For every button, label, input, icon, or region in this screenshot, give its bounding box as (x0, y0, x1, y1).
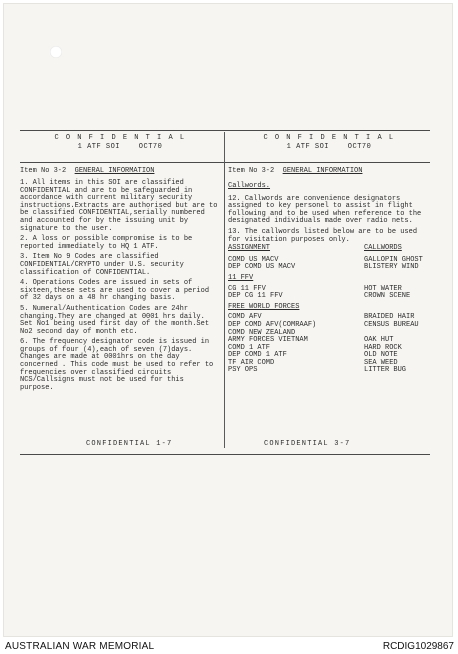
column-divider (224, 132, 225, 448)
assignment-cell: DEP CG 11 FFV (228, 292, 283, 301)
left-header-unit (20, 144, 220, 152)
assignment-cell: DEP COMD AFV(COMRAAF) (228, 320, 317, 329)
punch-hole (50, 46, 62, 58)
callword-row (228, 293, 430, 301)
left-paragraph: 6. The frequency designator code is issued in groups of four (4),each of seven (7)days. Changes are made at 0001hrs on the day concerned . This code must be used to refer to frequencies over classified circuits NCS/Callsigns must not be used for this purpose. (20, 338, 214, 392)
assignment-cell: DEP COMD 1 ATF (228, 351, 287, 360)
callword-cell: SEA WEED (364, 358, 398, 367)
callword-cell: OLD NOTE (364, 351, 398, 360)
assignment-cell: COMD AFV (228, 313, 262, 322)
assignment-cell: TF AIR COMD (228, 358, 275, 367)
right-paragraph: 13. The callwords listed below are to be used for visitation purposes only. (228, 227, 418, 244)
right-header-unit (228, 144, 430, 152)
right-item-title: GENERAL INFORMATION (282, 167, 363, 175)
left-unit: 1 ATF SOI (77, 142, 120, 151)
right-unit: 1 ATF SOI (286, 142, 329, 151)
left-paragraph: 5. Numeral/Authentication Codes are 24hr changing.They are changed at 0001 hrs daily. Set No1 being used first day of the month.Set No2 second day of month etc. (20, 304, 210, 336)
soi-document (20, 128, 430, 458)
callword-cell: OAK HUT (364, 336, 394, 345)
callword-cell: BRAIDED HAIR (364, 313, 415, 322)
callword-cell: BLISTERY WIND (364, 263, 419, 272)
left-paragraph: 3. Item No 9 Codes are classified CONFIDENTIAL/CRYPTO under U.S. security classification of CONFIDENTIAL. (20, 253, 184, 277)
assignment-cell: DEP COMD US MACV (228, 263, 296, 272)
bottom-rule (20, 454, 430, 455)
left-paragraph: 1. All items in this SOI are classified CONFIDENTIAL and are to be safeguarded in accordance with current military security instructions.Extracts are authorised but are to be classified CONFIDENTIAL,serially numbered and accounted for by the issuing unit by signature to the user. (20, 179, 218, 233)
assignment-cell: COMD US MACV (228, 255, 279, 264)
right-footer: CONFIDENTIAL 3-7 (264, 440, 351, 448)
callword-cell: LITTER BUG (364, 366, 407, 375)
left-item-heading (20, 168, 154, 176)
assignment-cell: COMD 1 ATF (228, 343, 271, 352)
callword-cell: HOT WATER (364, 284, 402, 293)
left-paragraph: 2. A loss or possible compromise is to be reported immediately to HQ 1 ATF. (20, 235, 193, 251)
right-body (228, 180, 430, 375)
callword-cell: GALLOPIN GHOST (364, 255, 423, 264)
right-header (228, 135, 430, 151)
callword-cell: CROWN SCENE (364, 292, 411, 301)
right-classification: C O N F I D E N T I A L (263, 134, 395, 142)
callword-cell: HARD ROCK (364, 343, 402, 352)
assignment-cell: CG 11 FFV (228, 284, 266, 293)
right-paragraph: 12. Callwords are convenience designators assigned to key personel to assist in flight following and to be used when reference to the designated individuals made over radio nets. (228, 194, 422, 226)
group-title: FREE WORLD FORCES (228, 302, 300, 311)
callwords-heading: Callwords. (228, 182, 271, 190)
assignment-header: ASSIGNMENT (228, 244, 271, 253)
left-item-title: GENERAL INFORMATION (74, 167, 155, 175)
callword-cell: CENSUS BUREAU (364, 320, 419, 329)
document-sheet (4, 4, 452, 636)
right-item-heading (228, 168, 362, 176)
left-footer: CONFIDENTIAL 1-7 (86, 440, 173, 448)
assignment-cell: ARMY FORCES VIETNAM (228, 336, 308, 345)
left-item-label: Item No 3-2 (20, 167, 67, 175)
left-classification: C O N F I D E N T I A L (54, 134, 186, 142)
callwords-header: CALLWORDS (364, 244, 402, 253)
right-date: OCT70 (347, 142, 372, 151)
left-date: OCT70 (138, 142, 163, 151)
right-item-label: Item No 3-2 (228, 167, 275, 175)
assignment-cell: PSY OPS (228, 366, 258, 375)
group-title: 11 FFV (228, 273, 254, 282)
left-paragraph: 4. Operations Codes are issued in sets of sixteen,these sets are used to cover a period of 32 days on a 48 hr changing basis. (20, 279, 210, 303)
archive-footer (0, 638, 458, 654)
header-rule (20, 162, 430, 163)
callword-row (228, 264, 430, 272)
archive-institution: AUSTRALIAN WAR MEMORIAL (5, 641, 155, 652)
left-body (20, 180, 220, 395)
callword-table-header (228, 245, 430, 253)
callword-row (228, 367, 430, 375)
archive-reference: RCDIG1029867 (382, 641, 454, 652)
top-rule (20, 130, 430, 131)
assignment-cell: COMD NEW ZEALAND (228, 328, 296, 337)
left-header (20, 135, 220, 151)
